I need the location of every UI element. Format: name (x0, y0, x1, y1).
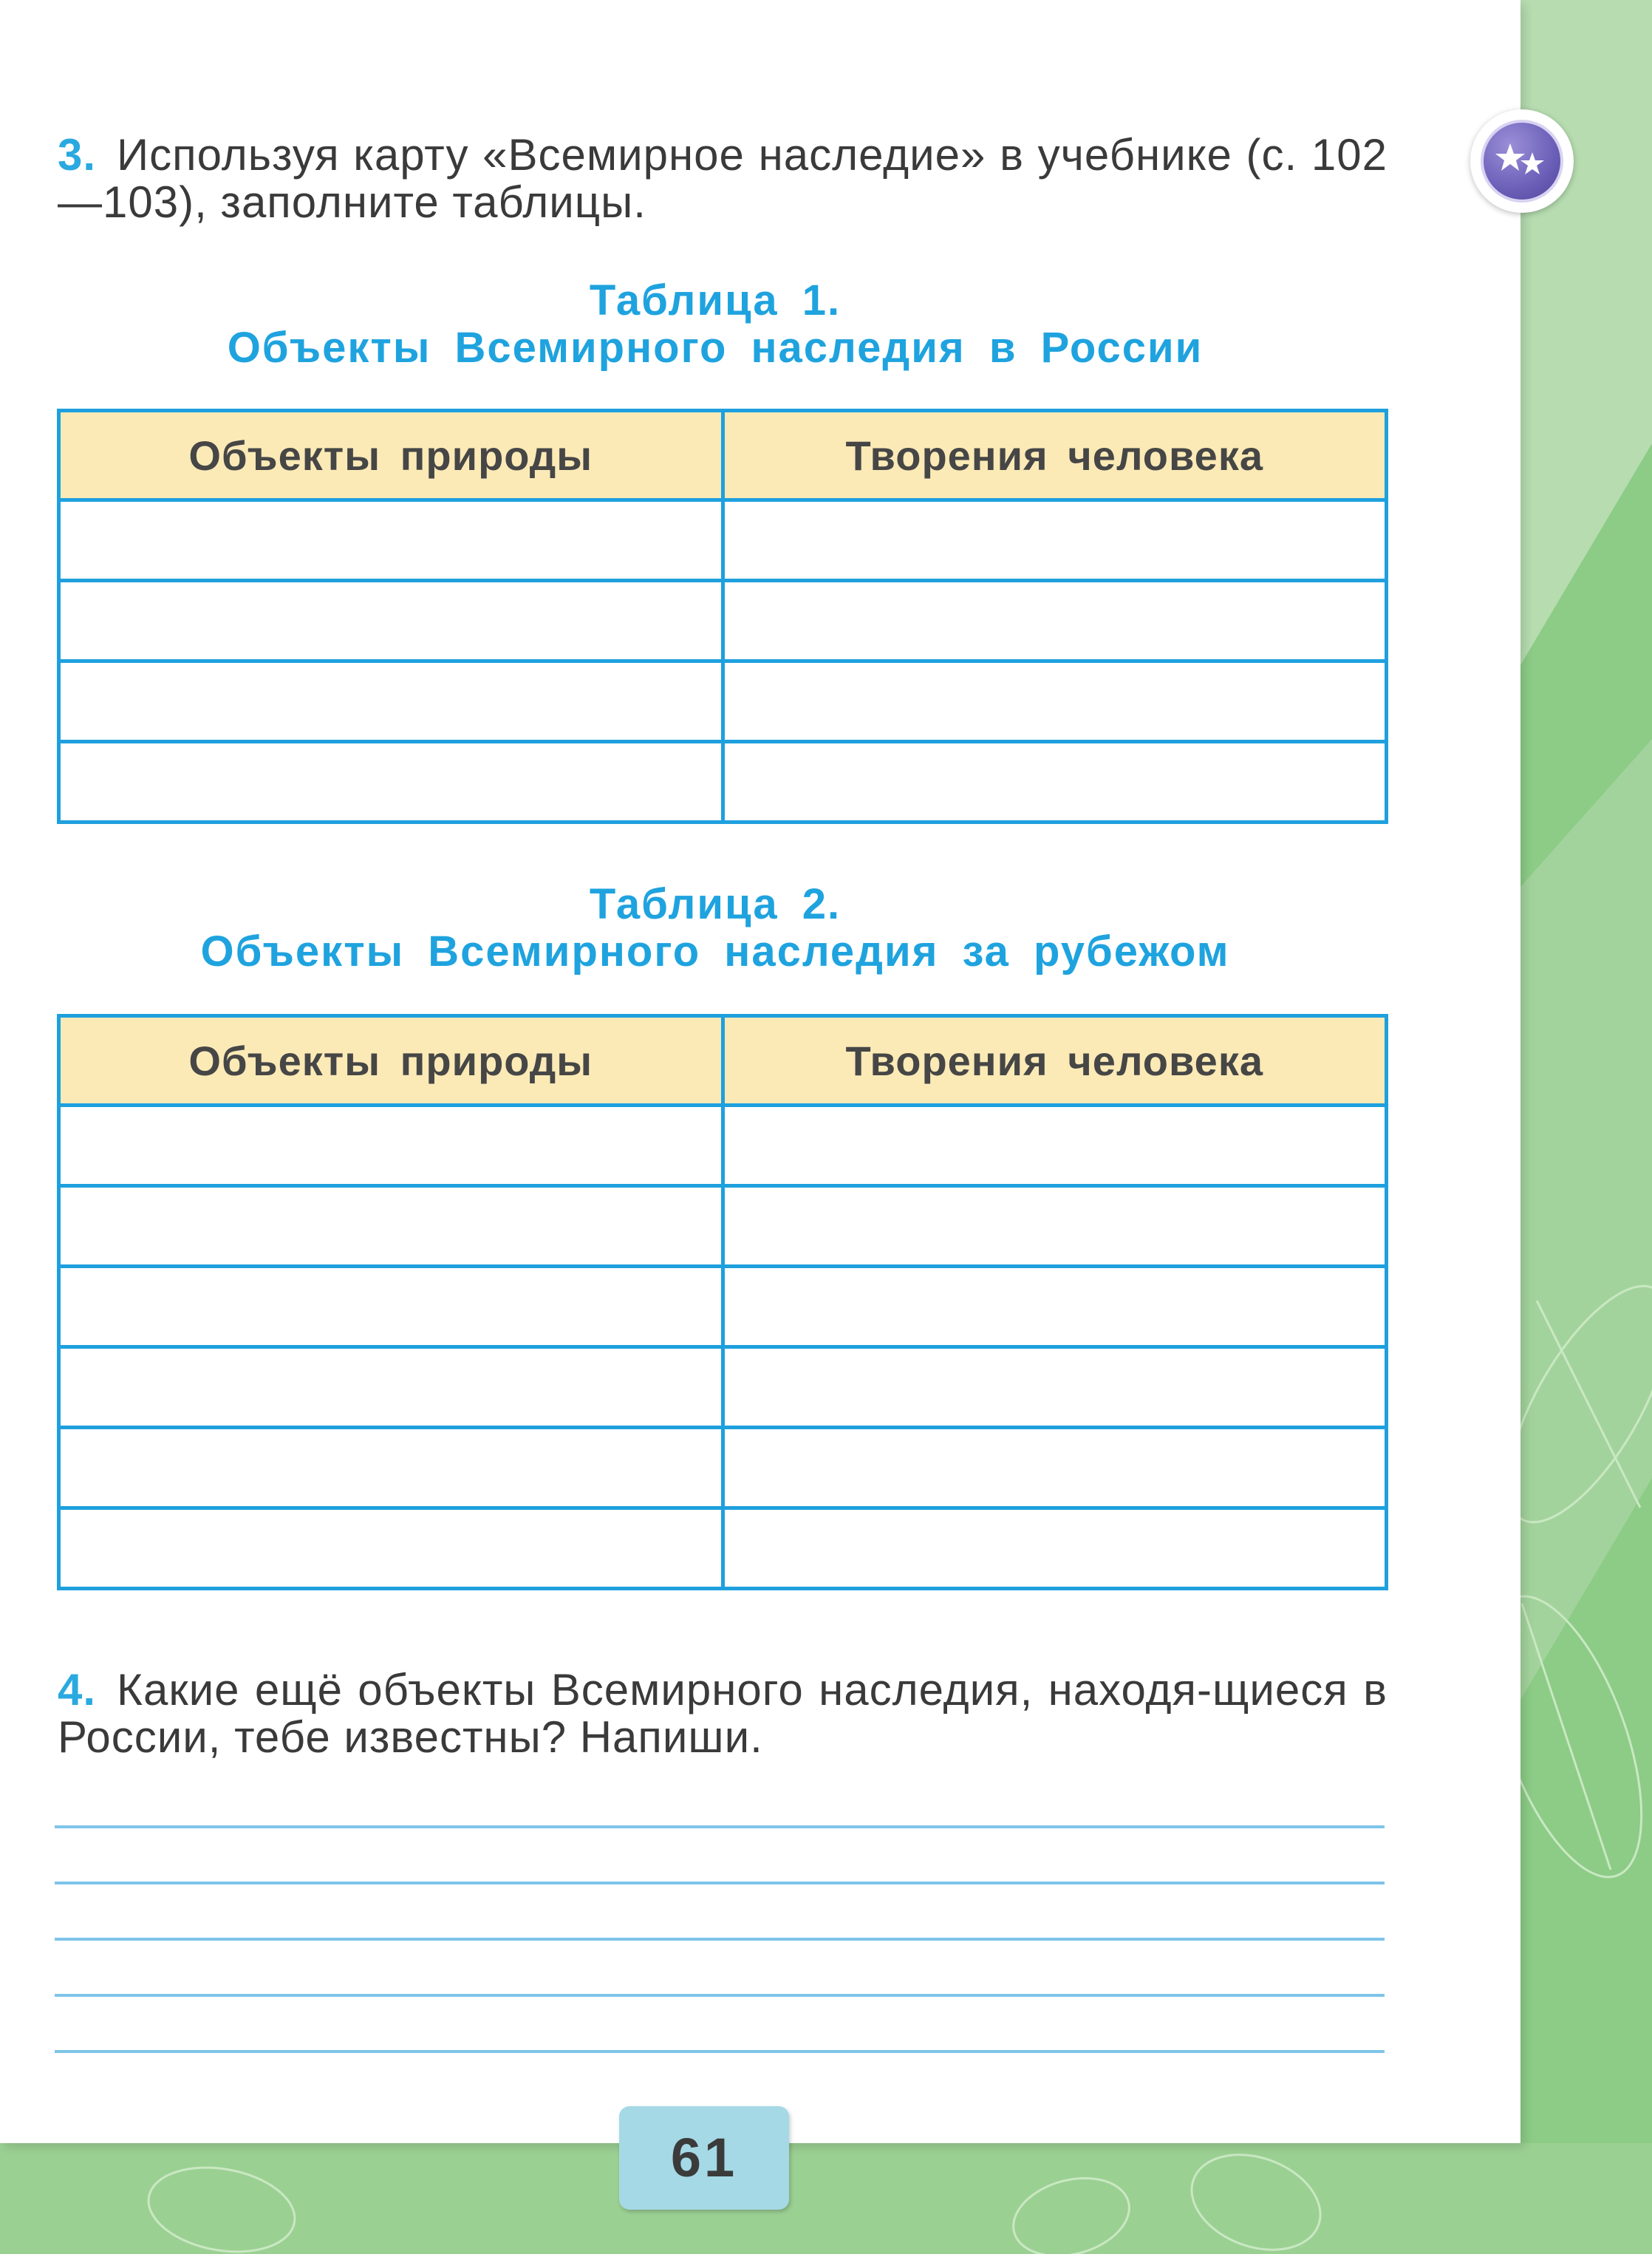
page-number-tab (619, 2106, 789, 2210)
table-row (59, 1106, 1387, 1186)
answer-cell[interactable] (723, 1267, 1387, 1347)
writing-line[interactable] (55, 2050, 1385, 2053)
answer-cell[interactable] (723, 1186, 1387, 1267)
table-row (59, 1347, 1387, 1428)
table-row (59, 661, 1387, 742)
table-1-label: Таблица 1. (589, 276, 842, 324)
answer-cell[interactable] (723, 1106, 1387, 1186)
answer-cell[interactable] (59, 1508, 723, 1589)
table-2 (57, 1014, 1388, 1590)
column-header-nature: Объекты природы (59, 411, 723, 500)
task-3-number: 3. (58, 130, 97, 180)
writing-line[interactable] (55, 1994, 1385, 1997)
stars-glyph (1484, 123, 1560, 200)
answer-cell[interactable] (59, 581, 723, 661)
answer-cell[interactable] (59, 661, 723, 742)
difficulty-badge (1470, 109, 1574, 213)
table-row (59, 1428, 1387, 1508)
answer-cell[interactable] (723, 1347, 1387, 1428)
answer-cell[interactable] (59, 1106, 723, 1186)
table-row (59, 1186, 1387, 1267)
column-header-human-works: Творения человека (723, 1016, 1387, 1106)
table-1 (57, 409, 1388, 824)
table-row (59, 742, 1387, 823)
answer-cell[interactable] (723, 742, 1387, 823)
table-row (59, 1508, 1387, 1589)
answer-cell[interactable] (723, 661, 1387, 742)
answer-cell[interactable] (59, 1347, 723, 1428)
writing-line[interactable] (55, 1882, 1385, 1884)
task-4-number: 4. (58, 1665, 97, 1715)
writing-line[interactable] (55, 1938, 1385, 1941)
column-header-human-works: Творения человека (723, 411, 1387, 500)
table-header-row (59, 1016, 1387, 1106)
two-stars-icon (1481, 120, 1563, 202)
answer-cell[interactable] (59, 1267, 723, 1347)
table-row (59, 1267, 1387, 1347)
table-1-title: Объекты Всемирного наследия в России (227, 324, 1204, 372)
table-row (59, 500, 1387, 581)
column-header-nature: Объекты природы (59, 1016, 723, 1106)
answer-cell[interactable] (723, 1508, 1387, 1589)
answer-cell[interactable] (59, 1428, 723, 1508)
task-4-question (58, 1666, 1388, 1761)
answer-cell[interactable] (723, 500, 1387, 581)
answer-cell[interactable] (723, 581, 1387, 661)
table-2-title: Объекты Всемирного наследия за рубежом (200, 927, 1230, 976)
table-1-caption (0, 277, 1430, 372)
answer-writing-lines[interactable] (55, 1825, 1385, 2106)
answer-cell[interactable] (59, 1186, 723, 1267)
task-3-text: Используя карту «Всемирное наследие» в учебнике (с. 102—103), заполните таблицы. (58, 130, 1388, 227)
table-header-row (59, 411, 1387, 500)
table-2-label: Таблица 2. (589, 880, 842, 928)
answer-cell[interactable] (723, 1428, 1387, 1508)
answer-cell[interactable] (59, 742, 723, 823)
table-2-caption (0, 881, 1430, 976)
task-4-text: Какие ещё объекты Всемирного наследия, находя-щиеся в России, тебе известны? Напиши. (58, 1665, 1388, 1762)
task-3-instructions (58, 132, 1388, 226)
writing-line[interactable] (55, 1825, 1385, 1828)
table-row (59, 581, 1387, 661)
page-number: 61 (670, 2127, 738, 2188)
answer-cell[interactable] (59, 500, 723, 581)
